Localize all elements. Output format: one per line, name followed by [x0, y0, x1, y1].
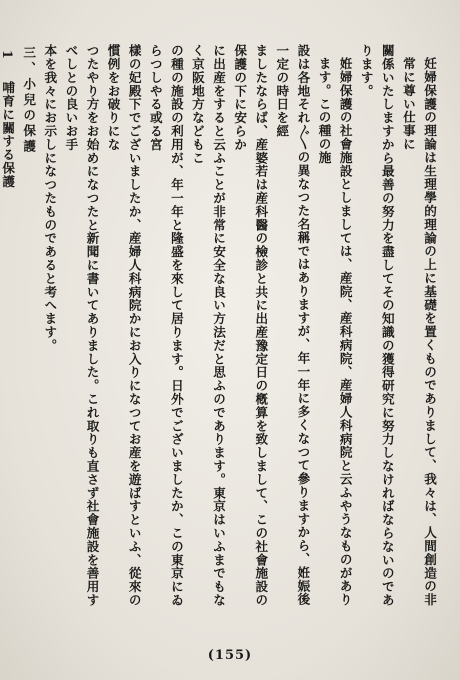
page-number: (155)	[207, 648, 253, 663]
text-line: 關係いたしますから最善の努力を盡してその知識の獲得研究に努力しなければならないのであります。	[358, 44, 395, 607]
text-line: 設は各地それ〴〵の異なつた名稱ではありますが、年一年に多くなつて參りますから、姙娠後一定の時日を經	[274, 44, 311, 606]
text-line: 姙婦保護の社會施設としましては、産院、産科病院、産婦人科病院と云ふやうなものがあります。この種の施	[316, 57, 353, 607]
text-line: 本を我々にお示しになつたものであると考へます。	[42, 44, 58, 353]
text-line: の種の施設の利用が、年一年と隆盛を來して居ります。日外でございましたか、この東京にゐらつしやる或る宮	[147, 44, 184, 607]
list-item	[0, 44, 18, 614]
list-item-number: 1	[0, 50, 16, 60]
text-line: 妊婦保護の理論は生理學的理論の上に基礎を置くものでありまして、我々は、人間創造の非常に尊い仕事に	[400, 57, 437, 607]
text-line: 樣の妃殿下でございましたか、産婦人科病院かにお入りになつてお産を遊ばすといふ、從來の慣例をお破りにな	[105, 44, 142, 607]
vertical-text-body	[0, 44, 440, 614]
text-line: に出産をすると云ふことが非常に安全な良い方法だと思ふのであります。東京はいふまでもなく京阪地方などもこ	[189, 44, 227, 607]
text-line: ましたならば、産婆若は産科醫の檢診と共に出産豫定日の槪算を致しまして、この社會施設の保護の下に安らか	[232, 44, 269, 607]
text-line: つたやり方をお始めになつたと新聞に書いてありました。これ取りも直さず社會施設を善用すべしとの良いお手	[63, 44, 100, 607]
section-heading: 三、小兒の保護	[21, 46, 37, 156]
list-item-label: 哺育に關する保護	[0, 80, 16, 189]
